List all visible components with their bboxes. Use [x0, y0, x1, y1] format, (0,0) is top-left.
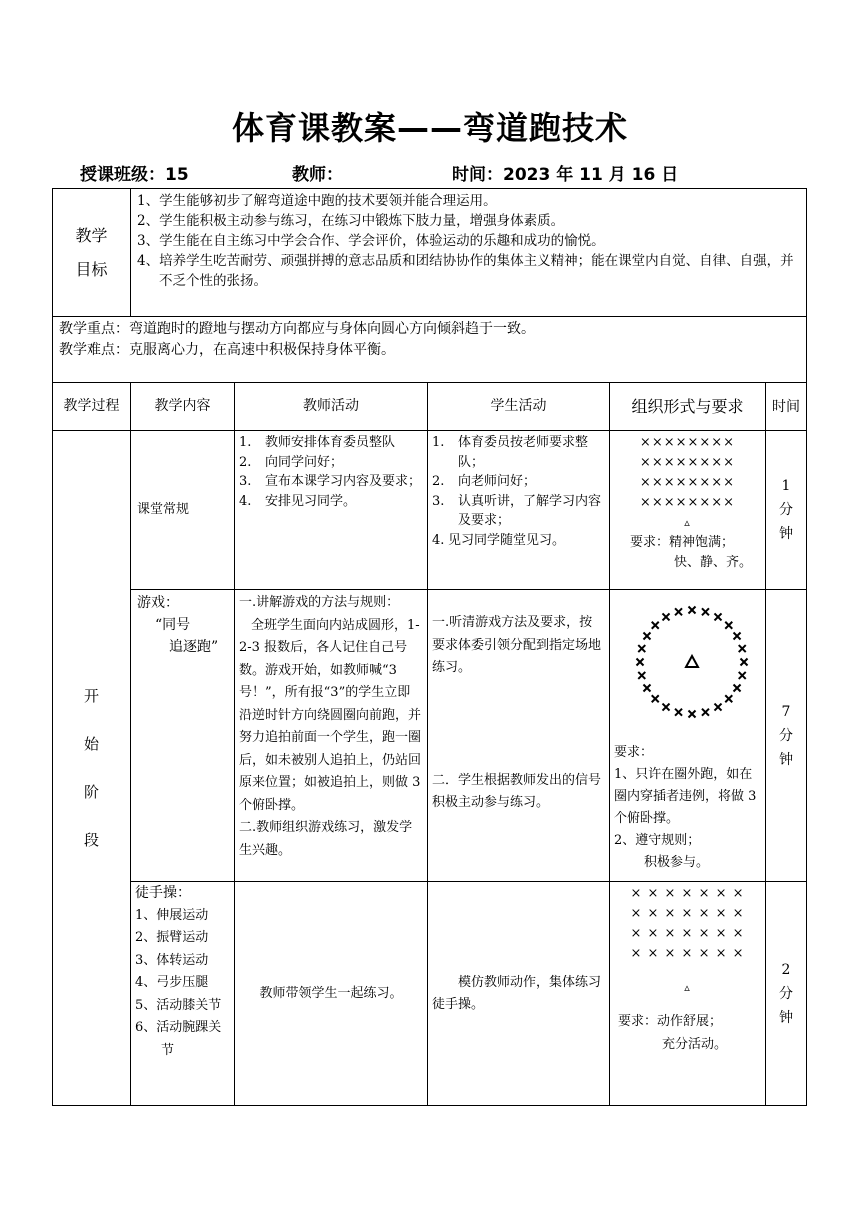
student-cross-mark [675, 709, 682, 716]
formation-row: × × × × × × × [630, 946, 745, 961]
student-cross-mark [715, 613, 722, 620]
formation-row: ×××××××× [639, 435, 736, 450]
student-cross-mark [734, 633, 741, 640]
student-cross-mark [638, 672, 645, 679]
student-cross-mark [702, 608, 709, 615]
teacher-triangle-mark [686, 656, 698, 667]
content-exercise: 徒手操： 1、伸展运动 2、振臂运动 3、体转运动 4、弓步压腿 5、活动膝关节 6、活动腕踝关节 [131, 882, 235, 1106]
teacher-game: 一.讲解游戏的方法与规则： 全班学生面向内站成圆形，1-2-3 报数后，各人记住自己号数。游戏开始，如教师喊“3 号！”，所有报“3”的学生立即沿逆时针方向绕圆圈向前跑，并努力追拍前面一个学生，跑一圈后，如未被别人追拍上，仍站回原来位置；如被追拍上，则做 3 个俯卧撑。 二.教师组织游戏练习，激发学生兴趣。 [235, 590, 428, 882]
time-info: 时间：2023 年 11 月 16 日 [452, 165, 679, 185]
focus-section [53, 317, 807, 383]
goal-item: 1、学生能够初步了解弯道途中跑的技术要领并能合理运用。 [137, 193, 497, 209]
student-cross-mark [663, 704, 670, 711]
teacher-exercise: 教师带领学生一起练习。 [235, 882, 428, 1106]
student-cross-mark [652, 695, 659, 702]
req-line: 充分活动。 [662, 1037, 728, 1052]
formation-row: ×××××××× [639, 475, 736, 490]
teacher-info: 教师： [292, 165, 343, 185]
student-cross-mark [715, 704, 722, 711]
org-routine [610, 431, 766, 590]
teacher-routine: 1. 教师安排体育委员整队 2. 向同学问好； 3. 宣布本课学习内容及要求； 4. 安排见习同学。 [235, 431, 428, 590]
student-cross-mark [702, 709, 709, 716]
student-cross-mark [689, 711, 696, 718]
time-routine: 1 分 钟 [766, 431, 807, 590]
formation-row: × × × × × × × [630, 906, 745, 921]
goal-item: 3、学生能在自主练习中学会合作、学会评价，体验运动的乐趣和成功的愉悦。 [137, 233, 605, 249]
header-student: 学生活动 [428, 383, 610, 431]
student-cross-mark [643, 633, 650, 640]
content-game: 游戏： “同号 追逐跑” [131, 590, 235, 882]
teacher-mark: ▵ [684, 516, 691, 529]
goals-label: 教学 目标 [53, 189, 131, 317]
header-time: 时间 [766, 383, 807, 431]
stage-label: 开 始 阶 段 [53, 431, 131, 1106]
header-org: 组织形式与要求 [610, 383, 766, 431]
student-cross-mark [739, 672, 746, 679]
student-routine: 1. 体育委员按老师要求整队； 2. 向老师问好； 3. 认真听讲，了解学习内容及要求； 4. 见习同学随堂见习。 [428, 431, 610, 590]
student-exercise: 模仿教师动作，集体练习徒手操。 [428, 882, 610, 1106]
student-cross-mark [734, 685, 741, 692]
key-point: 教学重点：弯道跑时的蹬地与摆动方向都应与身体向圆心方向倾斜趋于一致。 [59, 321, 535, 337]
lesson-plan-table [52, 188, 807, 1106]
req-line: 要求：动作舒展； [618, 1014, 723, 1029]
header-content: 教学内容 [131, 383, 235, 431]
formation-row: × × × × × × × [630, 926, 745, 941]
student-game: 一.听清游戏方法及要求，按要求体委引领分配到指定场地练习。 二．学生根据教师发出的信号积极主动参与练习。 [428, 590, 610, 882]
org-exercise [610, 882, 766, 1106]
org-game: 要求： 1、只许在圈外跑，如在圈内穿插者违例，将做 3 个俯卧撑。 2、遵守规则； 积极参与。 [610, 590, 766, 882]
req-line: 要求：精神饱满； [630, 535, 735, 550]
circle-diagram [614, 592, 762, 742]
student-cross-mark [638, 645, 645, 652]
student-cross-mark [725, 695, 732, 702]
student-cross-mark [663, 613, 670, 620]
req-line: 快、静、齐。 [674, 554, 753, 570]
header-process: 教学过程 [53, 383, 131, 431]
page-title: 体育课教案——弯道跑技术 [231, 109, 628, 147]
student-cross-mark [689, 607, 696, 614]
goal-item: 2、学生能积极主动参与练习，在练习中锻炼下肢力量，增强身体素质。 [137, 213, 565, 229]
time-game: 7 分 钟 [766, 590, 807, 882]
teacher-mark: ▵ [684, 981, 691, 994]
time-exercise: 2 分 钟 [766, 882, 807, 1106]
goals-content [131, 189, 807, 317]
formation-row: × × × × × × × [630, 886, 745, 901]
student-cross-mark [643, 685, 650, 692]
difficulty-point: 教学难点：克服离心力，在高速中积极保持身体平衡。 [59, 342, 395, 358]
header-teacher: 教师活动 [235, 383, 428, 431]
student-cross-mark [652, 622, 659, 629]
goal-item: 4、培养学生吃苦耐劳、顽强拼搏的意志品质和团结协协作的集体主义精神；能在课堂内自觉、自律、自强，并不乏个性的张扬。 [137, 253, 794, 289]
student-cross-mark [675, 608, 682, 615]
student-cross-mark [725, 622, 732, 629]
content-routine: 课堂常规 [131, 431, 235, 590]
student-cross-mark [739, 645, 746, 652]
student-cross-mark [741, 659, 748, 666]
formation-row: ×××××××× [639, 455, 736, 470]
circle-formation [614, 592, 761, 742]
class-info: 授课班级：15 [80, 165, 189, 185]
student-cross-mark [637, 659, 644, 666]
formation-row: ×××××××× [639, 495, 736, 510]
